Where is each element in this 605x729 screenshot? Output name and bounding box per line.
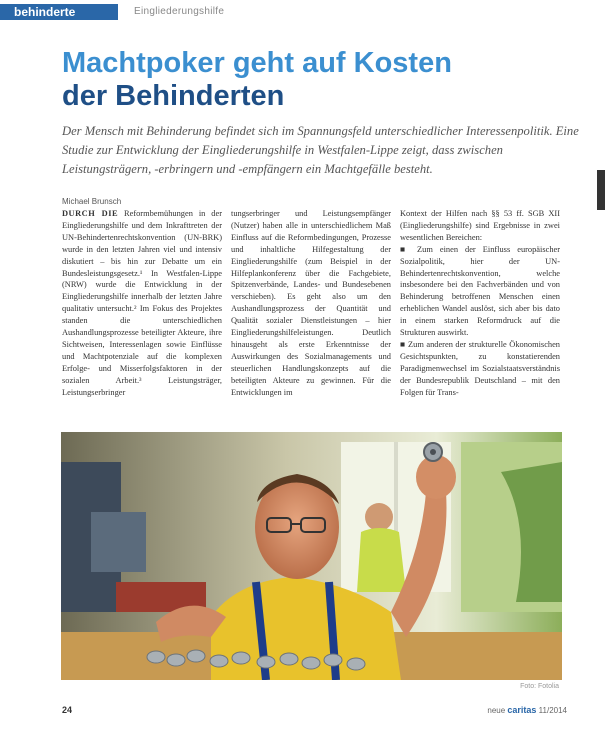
body-text-3-bullet-2: Zum anderen der strukturelle Ökonomischen Gesichtspunkten, zu konstatierenden Paradigmenwechsel im Sozialstaatsverständnis der Bundesrepublik Deutschland – mit den Folgen für Trans-	[400, 339, 560, 397]
body-column-1	[62, 208, 222, 399]
headline-line-2: der Behinderten	[62, 80, 285, 112]
body-text-2: tungserbringer und Leistungsempfänger (Nutzer) haben alle in unterschiedlichem Maß Einfluss auf die Reformbedingungen, Prozesse und inhaltliche Hilfegestaltung der Eingliederungshilfe (zum Beispiel in der Hilfeplankonferenz über die Fachgebiete, Spitzenverbände, Landes- und Bundesebenen verschieben). Es geht also um den Aushandlungsprozess der Quantität und Qualität sozialer Dienstleistungen – hier Eingliederungshilfeleistungen. Deutlich hinausgeht als erste Erkenntnisse der Auswirkungen des Sozialmanagements und steuerlichen Handlungskonzepts auf die beteiligten Akteure zu gewinnen. Für die Entwicklungen im	[231, 209, 391, 397]
bullet-square-icon: ■	[400, 244, 410, 254]
magazine-issue: 11/2014	[538, 706, 567, 715]
section-label: behinderte	[0, 4, 118, 20]
page-header	[0, 0, 605, 24]
running-head: Eingliederungshilfe	[134, 6, 225, 17]
body-column-3	[400, 208, 560, 399]
magazine-footer	[487, 705, 567, 715]
bullet-square-icon: ■	[400, 339, 406, 349]
page-number: 24	[62, 705, 73, 715]
body-text-3-bullet-1: Zum einen der Einfluss europäischer Sozialpolitik, hier der UN-Behindertenrechtskonvention, welche insbesondere bei den Fachverbänden und von Behinderung betroffenen Menschen einen erheblichen Wandel auslöst, sich aber bis dato in einem starken Reformdruck auf die Strukturen auswirkt.	[400, 244, 561, 338]
body-text-1: Reformbemühungen in der Eingliederungshilfe und dem Inkrafttreten der UN-Behindertenrechtskonvention (UN-BRK) wurde in den letzten Jahren viel und intensiv diskutiert – bis hin zur Debatte um ein Bundesleistungsgesetz.¹ In Westfalen-Lippe (NRW) wurde die Entwicklung in der Eingliederungshilfe innerhalb der letzten Jahre qualitativ untersucht.² Im Fokus des Projektes standen die unterschiedlichen Aushandlungsprozesse beteiligter Akteure, ihre Sichtweisen, Interessenlagen sowie Einflüsse und Machtpotenziale auf die komplexen Erfolge- und Misserfolgsfaktoren in der sozialen Arbeit.³ Leistungsträger, Leistungserbringer	[62, 209, 222, 397]
author-byline: Michael Brunsch	[62, 197, 122, 206]
page-edge-marker	[597, 170, 605, 210]
headline-line-1: Machtpoker geht auf Kosten	[62, 47, 452, 79]
magazine-prefix: neue	[487, 706, 506, 715]
article-photo	[61, 432, 562, 680]
opening-words: DURCH DIE	[62, 209, 119, 218]
photo-credit: Foto: Fotolia	[520, 683, 559, 690]
body-text-3-intro: Kontext der Hilfen nach §§ 53 ff. SGB XII (Eingliederungshilfe) sind Ergebnisse in zwei wesentlichen Bereichen:	[400, 209, 560, 242]
magazine-brand: caritas	[507, 705, 537, 715]
lead-paragraph: Der Mensch mit Behinderung befindet sich im Spannungsfeld unterschiedlicher Interessenpolitik. Eine Studie zur Entwicklung der Eingliederungshilfe in Westfalen-Lippe zeigt, dass zwischen Leistungsträgern, -erbringern und -empfängern ein Machtgefälle besteht.	[62, 124, 579, 176]
body-column-2	[231, 208, 391, 399]
